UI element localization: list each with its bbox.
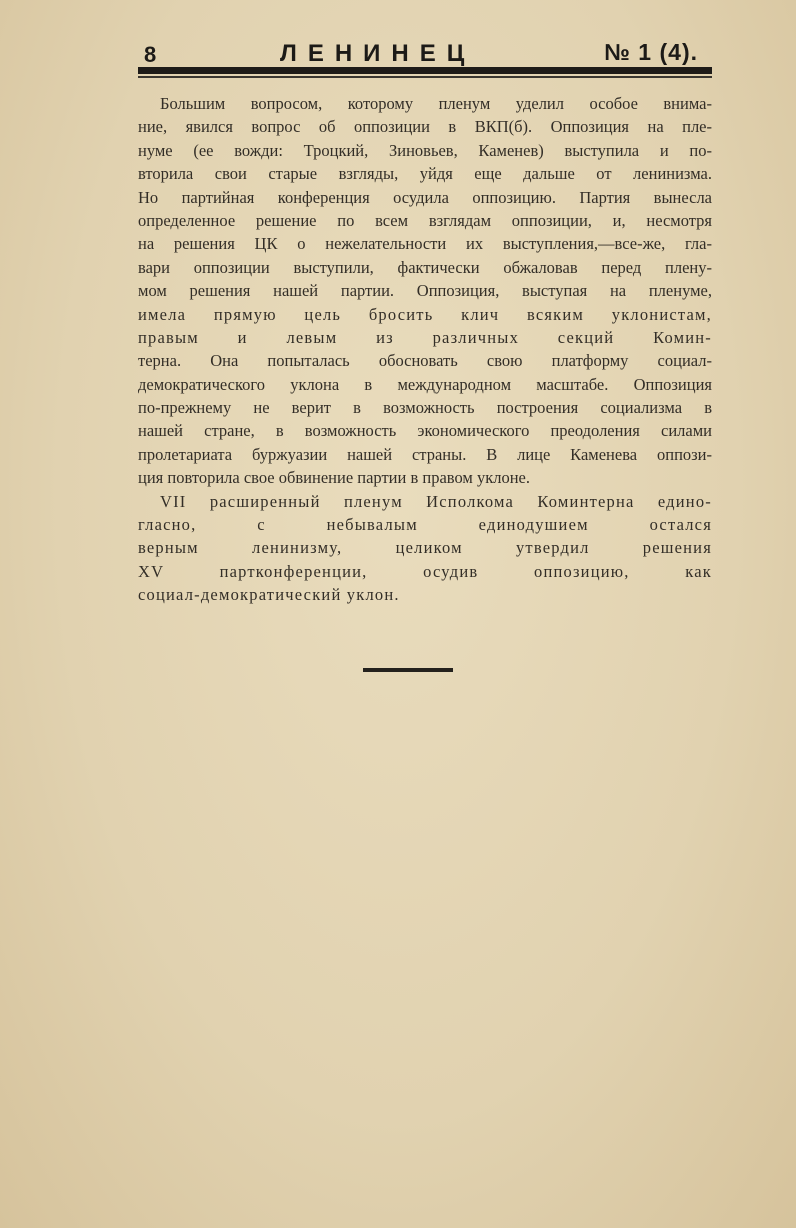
- text-line: терна. Она попыталась обосновать свою платформу социал-: [138, 351, 712, 371]
- journal-title: ЛЕНИНЕЦ: [280, 40, 476, 67]
- text-line: пролетариата буржуазии нашей страны. В лице Каменева оппози-: [138, 444, 712, 464]
- article-body: [138, 92, 712, 607]
- text-line: Большим вопросом, которому пленум уделил особое внима-: [160, 94, 712, 113]
- issue-number: № 1 (4).: [604, 39, 698, 65]
- text-line: XV партконференции, осудив оппозицию, как: [138, 561, 712, 581]
- text-line: на решения ЦК о нежелательности их выступления,—все-же, гла-: [138, 234, 712, 254]
- text-line: имела прямую цель бросить клич всяким уклонистам,: [138, 304, 712, 324]
- text-line: ние, явился вопрос об оппозиции в ВКП(б). Оппозиция на пле-: [138, 117, 712, 137]
- text-line: гласно, с небывалым единодушием остался: [138, 515, 712, 535]
- text-line: Но партийная конференция осудила оппозицию. Партия вынесла: [138, 187, 712, 207]
- text-line: вари оппозиции выступили, фактически обжаловав перед плену-: [138, 257, 712, 277]
- page-number: 8: [144, 42, 157, 67]
- end-rule: [363, 668, 453, 672]
- text-line: мом решения нашей партии. Оппозиция, выступая на пленуме,: [138, 281, 712, 301]
- text-line: по-прежнему не верит в возможность построения социализма в: [138, 398, 712, 418]
- text-line: нашей стране, в возможность экономического преодоления силами: [138, 421, 712, 441]
- text-line: верным ленинизму, целиком утвердил решения: [138, 538, 712, 558]
- header-rule-thin: [138, 76, 712, 78]
- text-line: VII расширенный пленум Исполкома Коминтерна едино-: [160, 491, 712, 511]
- text-line: ция повторила свое обвинение партии в правом уклоне.: [138, 468, 530, 488]
- text-line: вторила свои старые взгляды, уйдя еще дальше от ленинизма.: [138, 164, 712, 184]
- page-header: [140, 36, 712, 70]
- text-line: определенное решение по всем взглядам оппозиции, и, несмотря: [138, 210, 712, 230]
- text-line: демократического уклона в международном масштабе. Оппозиция: [138, 374, 712, 394]
- text-line: социал-демократический уклон.: [138, 585, 400, 605]
- text-line: нуме (ее вожди: Троцкий, Зиновьев, Каменев) выступила и по-: [138, 140, 712, 160]
- text-line: правым и левым из различных секций Комин-: [138, 327, 712, 347]
- header-rule: [138, 67, 712, 74]
